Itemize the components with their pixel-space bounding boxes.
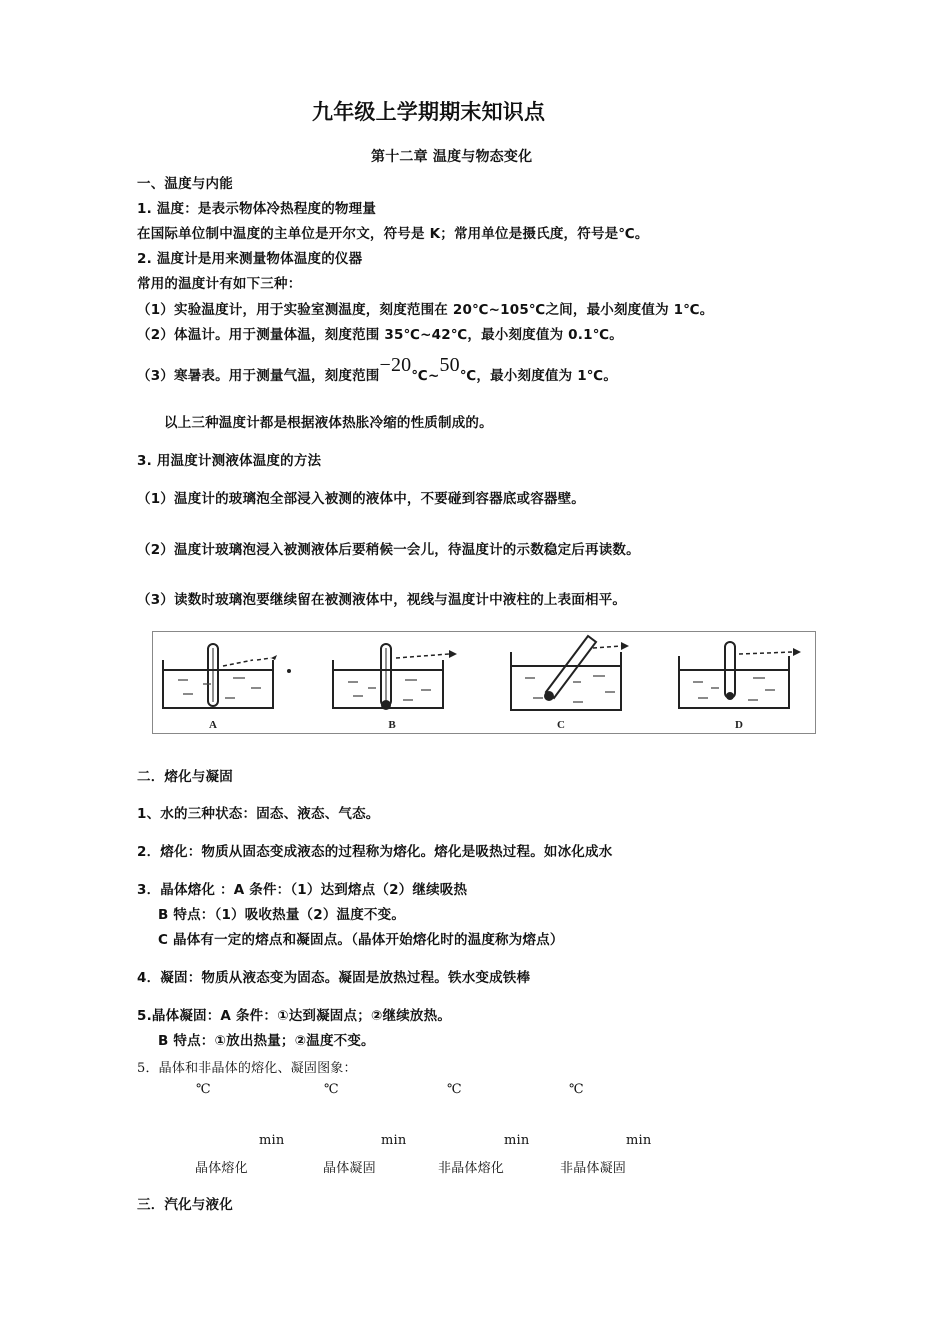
paragraph: 在国际单位制中温度的主单位是开尔文，符号是 K；常用单位是摄氏度，符号是℃。 (137, 226, 649, 242)
paragraph: 3．晶体熔化 ：A 条件：（1）达到熔点（2）继续吸热 (137, 882, 468, 898)
paragraph: （1）温度计的玻璃泡全部浸入被测的液体中，不要碰到容器底或容器壁。 (137, 491, 585, 507)
paragraph: 1. 温度：是表示物体冷热程度的物理量 (137, 201, 377, 217)
graph-y-unit: ℃ (447, 1082, 462, 1097)
graph-y-unit: ℃ (196, 1082, 211, 1097)
label-a: A (209, 719, 217, 731)
graph-caption: 非晶体凝固 (560, 1161, 627, 1176)
chapter-heading: 第十二章 温度与物态变化 (371, 149, 533, 165)
paragraph: 2. 温度计是用来测量物体温度的仪器 (137, 251, 363, 267)
text-run: ℃，最小刻度值为 1℃。 (459, 368, 618, 384)
graph-caption: 晶体熔化 (195, 1161, 248, 1176)
sight-line-c (593, 646, 621, 648)
graph-y-unit: ℃ (324, 1082, 339, 1097)
sight-line-b (396, 654, 449, 658)
paragraph: 4．凝固：物质从液态变为固态。凝固是放热过程。铁水变成铁棒 (137, 970, 531, 986)
section-heading: 二．熔化与凝固 (137, 769, 233, 785)
paragraph: （2）温度计玻璃泡浸入被测液体后要稍候一会儿，待温度计的示数稳定后再读数。 (137, 542, 640, 558)
formula-value: 50 (439, 354, 460, 376)
graph-y-unit: ℃ (569, 1082, 584, 1097)
paragraph: 3. 用温度计测液体温度的方法 (137, 453, 322, 469)
graph-caption: 非晶体熔化 (438, 1161, 505, 1176)
thermometer-usage-figure (152, 631, 816, 734)
paragraph: 5.晶体凝固：A 条件：①达到凝固点；②继续放热。 (137, 1008, 452, 1024)
section-heading: 一、温度与内能 (137, 176, 233, 192)
paragraph: （2）体温计。用于测量体温，刻度范围 35℃~42℃，最小刻度值为 0.1℃。 (137, 327, 623, 343)
page-title: 九年级上学期期末知识点 (312, 100, 546, 124)
sight-line-a (223, 658, 271, 666)
paragraph: （1）实验温度计，用于实验室测温度，刻度范围在 20℃~105℃之间，最小刻度值为 1℃。 (137, 302, 714, 318)
paragraph: 以上三种温度计都是根据液体热胀冷缩的性质制成的。 (164, 415, 493, 431)
paragraph: （3）读数时玻璃泡要继续留在被测液体中，视线与温度计中液柱的上表面相平。 (137, 592, 627, 608)
paragraph: B 特点：①放出热量；②温度不变。 (158, 1033, 375, 1049)
paragraph: 5．晶体和非晶体的熔化、凝固图象： (137, 1061, 357, 1076)
graph-x-unit: min (259, 1133, 285, 1148)
paragraph: B 特点：（1）吸收热量（2）温度不变。 (158, 907, 406, 923)
label-d: D (735, 719, 743, 731)
figure-drawing (153, 632, 815, 733)
paragraph-thermometer-range (137, 354, 618, 384)
graph-x-unit: min (381, 1133, 407, 1148)
graph-x-unit: min (504, 1133, 530, 1148)
label-c: C (557, 719, 565, 731)
paragraph: 常用的温度计有如下三种： (137, 276, 302, 292)
section-heading: 三．汽化与液化 (137, 1197, 233, 1213)
sight-line-d (739, 652, 793, 654)
text-run: ℃~ (411, 368, 440, 384)
paragraph: 2．熔化：物质从固态变成液态的过程称为熔化。熔化是吸热过程。如冰化成水 (137, 844, 613, 860)
text-run: （3）寒暑表。用于测量气温，刻度范围 (137, 368, 380, 384)
paragraph: C 晶体有一定的熔点和凝固点。（晶体开始熔化时的温度称为熔点） (158, 932, 564, 948)
paragraph: 1、水的三种状态：固态、液态、气态。 (137, 806, 380, 822)
formula-value: −20 (379, 354, 412, 376)
label-b: B (388, 719, 396, 731)
graph-caption: 晶体凝固 (323, 1161, 376, 1176)
graph-x-unit: min (626, 1133, 652, 1148)
